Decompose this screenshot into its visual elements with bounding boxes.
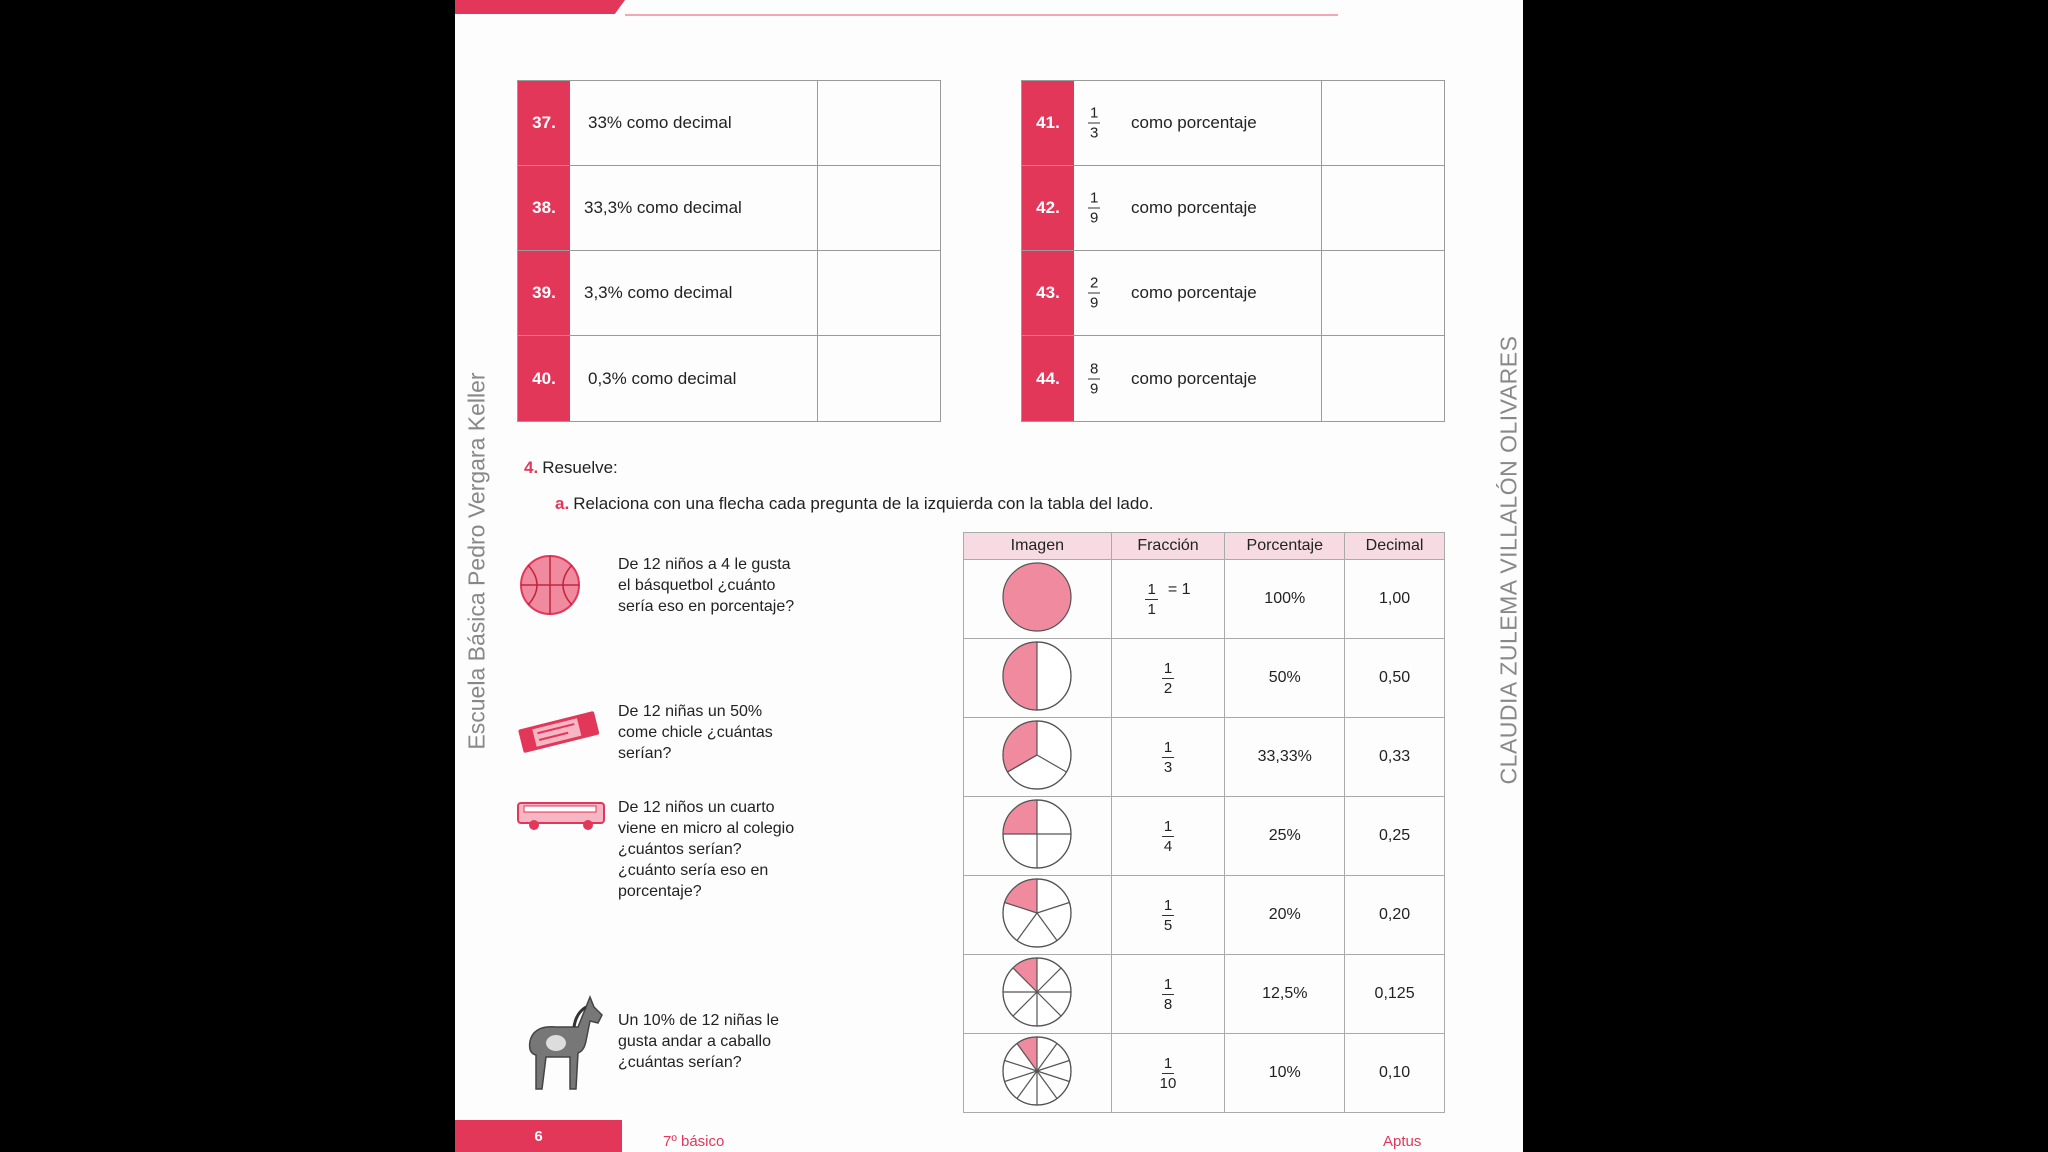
percent-cell: 12,5%	[1225, 955, 1345, 1034]
exercise-number: 44.	[1022, 336, 1074, 421]
exercise-row	[1022, 251, 1444, 336]
exercise-text: 33% como decimal	[588, 113, 732, 132]
fraction-pie-icon	[999, 956, 1075, 1028]
exercise-row	[1022, 166, 1444, 251]
header-porcentaje: Porcentaje	[1225, 533, 1345, 560]
side-text-right: CLAUDIA ZULEMA VILLALÓN OLIVARES	[1495, 335, 1522, 785]
fraction-image-cell	[964, 955, 1112, 1034]
exercise-row	[518, 336, 940, 421]
worksheet-page	[455, 0, 1523, 1152]
exercise-text: 0,3% como decimal	[588, 368, 737, 388]
page-number: 6	[455, 1120, 622, 1152]
fraction-image-cell	[964, 718, 1112, 797]
exercise-row	[518, 166, 940, 251]
exercise-number: 43.	[1022, 251, 1074, 335]
fraction: $\frac{2}{9}$	[1090, 274, 1099, 312]
question-horse: Un 10% de 12 niñas le gusta andar a caballo ¿cuántas serían?	[618, 1012, 779, 1071]
basketball-icon	[516, 553, 584, 617]
fraction-table-row	[964, 955, 1445, 1034]
decimal-cell: 0,10	[1345, 1034, 1445, 1113]
header-imagen: Imagen	[964, 533, 1112, 560]
answer-box[interactable]	[1321, 81, 1445, 165]
fraction-table-row	[964, 1034, 1445, 1113]
fraction: $\frac{1}{3}$	[1163, 739, 1173, 776]
fraction-pie-icon	[999, 640, 1075, 712]
answer-box[interactable]	[1321, 251, 1445, 335]
fraction: $\frac{1}{1}$	[1147, 581, 1156, 619]
fraction-pie-icon	[999, 1035, 1075, 1107]
question-basketball: De 12 niños a 4 le gusta el básquetbol ¿cuánto sería eso en porcentaje?	[618, 556, 795, 615]
chewing-gum-icon	[516, 708, 602, 758]
exercise-text: como porcentaje	[1131, 283, 1257, 302]
exercise-number: 37.	[518, 81, 570, 165]
answer-box[interactable]	[817, 81, 941, 165]
percent-cell: 25%	[1225, 797, 1345, 876]
decimal-cell: 0,50	[1345, 639, 1445, 718]
fraction-pie-icon	[999, 719, 1075, 791]
exercise-number: 39.	[518, 251, 570, 335]
bus-icon	[516, 797, 608, 833]
decimal-cell: 0,20	[1345, 876, 1445, 955]
section-instruction: a. Relaciona con una flecha cada pregunta de la izquierda con la tabla del lado.	[555, 494, 1154, 513]
side-text-left: Escuela Básica Pedro Vergara Keller	[463, 372, 490, 750]
exercise-table-percentages	[1021, 80, 1445, 422]
horse-icon	[516, 993, 608, 1095]
footer-brand: Aptus	[1383, 1133, 1422, 1150]
exercise-text: 3,3% como decimal	[584, 283, 733, 302]
fraction-cell	[1111, 797, 1225, 876]
exercise-number: 38.	[518, 166, 570, 250]
header-tab	[455, 0, 625, 14]
exercise-text: como porcentaje	[1131, 368, 1257, 388]
fraction: $\frac{1}{8}$	[1163, 976, 1173, 1013]
header-decimal: Decimal	[1345, 533, 1445, 560]
percent-cell: 50%	[1225, 639, 1345, 718]
exercise-number: 40.	[518, 336, 570, 421]
fraction-image-cell	[964, 876, 1112, 955]
exercise-row	[1022, 81, 1444, 166]
exercise-number: 42.	[1022, 166, 1074, 250]
fraction-table-row	[964, 876, 1445, 955]
fraction: $\frac{1}{5}$	[1163, 897, 1173, 934]
exercise-text: como porcentaje	[1131, 113, 1257, 132]
answer-box[interactable]	[817, 251, 941, 335]
section-title: 4. Resuelve:	[524, 458, 618, 477]
decimal-cell: 0,125	[1345, 955, 1445, 1034]
question-chewing-gum: De 12 niñas un 50% come chicle ¿cuántas serían?	[618, 703, 773, 762]
fraction-table-row	[964, 560, 1445, 639]
fraction-cell	[1111, 876, 1225, 955]
footer-grade: 7º básico	[663, 1133, 725, 1150]
fraction-cell	[1111, 955, 1225, 1034]
fraction-equals: = 1	[1167, 580, 1191, 598]
fraction: $\frac{8}{9}$	[1090, 360, 1099, 397]
fraction-table	[963, 532, 1445, 1113]
fraction-image-cell	[964, 797, 1112, 876]
fraction-cell	[1111, 718, 1225, 797]
decimal-cell: 0,33	[1345, 718, 1445, 797]
video-frame	[14, 0, 2048, 1152]
decimal-cell: 1,00	[1345, 560, 1445, 639]
exercise-text: como porcentaje	[1131, 198, 1257, 217]
fraction-cell	[1111, 1034, 1225, 1113]
fraction-image-cell	[964, 560, 1112, 639]
header-rule	[625, 14, 1338, 16]
exercise-row	[1022, 336, 1444, 421]
fraction-image-cell	[964, 639, 1112, 718]
fraction-table-row	[964, 639, 1445, 718]
decimal-cell: 0,25	[1345, 797, 1445, 876]
fraction-cell	[1111, 560, 1225, 639]
exercise-number: 41.	[1022, 81, 1074, 165]
fraction: $\frac{1}{2}$	[1163, 660, 1173, 697]
exercise-table-decimals	[517, 80, 941, 422]
fraction: $\frac{1}{9}$	[1090, 189, 1099, 227]
percent-cell: 100%	[1225, 560, 1345, 639]
question-bus: De 12 niños un cuarto viene en micro al colegio ¿cuántos serían? ¿cuánto sería eso en porcentaje?	[618, 799, 795, 900]
exercise-row	[518, 81, 940, 166]
answer-box[interactable]	[817, 166, 941, 250]
fraction-table-row	[964, 718, 1445, 797]
header-fraccion: Fracción	[1111, 533, 1225, 560]
percent-cell: 33,33%	[1225, 718, 1345, 797]
fraction-image-cell	[964, 1034, 1112, 1113]
fraction: $\frac{1}{10}$	[1159, 1055, 1177, 1092]
fraction-pie-icon	[999, 877, 1075, 949]
percent-cell: 10%	[1225, 1034, 1345, 1113]
exercise-row	[518, 251, 940, 336]
fraction-cell	[1111, 639, 1225, 718]
answer-box[interactable]	[817, 336, 941, 421]
answer-box[interactable]	[1321, 166, 1445, 250]
fraction-table-row	[964, 797, 1445, 876]
percent-cell: 20%	[1225, 876, 1345, 955]
fraction: $\frac{1}{4}$	[1163, 818, 1173, 855]
fraction: $\frac{1}{3}$	[1090, 104, 1099, 142]
answer-box[interactable]	[1321, 336, 1445, 421]
fraction-pie-icon	[999, 561, 1075, 633]
exercise-text: 33,3% como decimal	[584, 198, 742, 217]
fraction-pie-icon	[999, 798, 1075, 870]
